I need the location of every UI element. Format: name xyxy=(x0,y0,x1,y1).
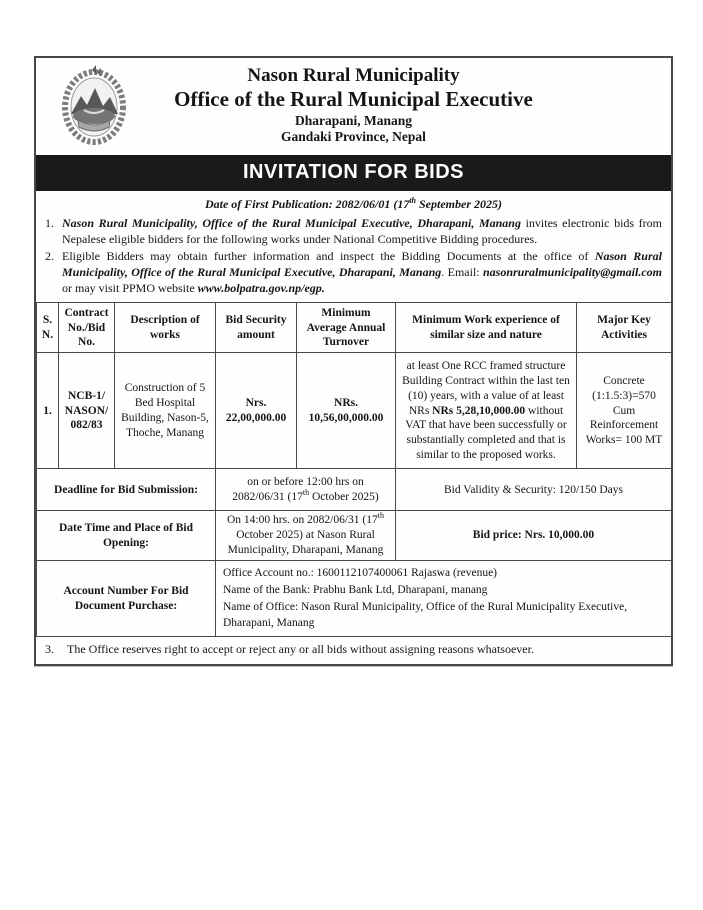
invitation-for-bids-banner: INVITATION FOR BIDS xyxy=(36,155,671,191)
item-2-website-url: www.bolpatra.gov.np/egp. xyxy=(197,281,325,296)
col-header-sn: S. N. xyxy=(37,303,59,353)
nepal-emblem-icon xyxy=(58,64,130,148)
submission-row xyxy=(37,469,672,511)
municipality-name: Nason Rural Municipality xyxy=(247,65,460,86)
item-1-number: 1. xyxy=(45,216,54,231)
address-province: Gandaki Province, Nepal xyxy=(281,129,426,145)
cell-sn: 1. xyxy=(37,353,59,469)
experience-rest: without VAT that have been successfully or substantially completed and that is similar to the proposed works. xyxy=(405,404,567,462)
publication-date-ordinal: th xyxy=(409,196,416,205)
table-header-row xyxy=(37,303,672,353)
submission-deadline xyxy=(216,469,396,511)
item-1-rest: invites electronic bids from Nepalese eligible bidders for the following works under National Competitive Bidding procedures. xyxy=(62,216,662,247)
item-2-website-lead: or may visit PPMO website xyxy=(62,281,198,296)
bank-name-line: Name of the Bank: Prabhu Bank Ltd, Dharapani, manang xyxy=(223,584,488,597)
item-1-text xyxy=(62,215,662,247)
publication-date xyxy=(45,196,662,212)
item-2-email-label: . Email: xyxy=(441,265,483,280)
office-name-line: Name of Office: Nason Rural Municipality, Office of the Rural Municipality Executive, Dharapani, Manang xyxy=(223,600,628,630)
col-header-description: Description of works xyxy=(115,303,216,353)
col-header-activities: Major Key Activities xyxy=(577,303,672,353)
intro-section xyxy=(36,191,671,302)
experience-amount: NRs 5,28,10,000.00 xyxy=(432,404,526,417)
item-3-text: The Office reserves right to accept or reject any or all bids without assigning reasons whatsoever. xyxy=(67,642,534,657)
cell-experience xyxy=(396,353,577,469)
submission-deadline-rest: October 2025) xyxy=(309,490,379,503)
item-1-org-name: Nason Rural Municipality, Office of the Rural Municipal Executive, Dharapani, Manang xyxy=(62,216,521,231)
bid-price: Bid price: Nrs. 10,000.00 xyxy=(396,511,672,561)
account-label: Account Number For Bid Document Purchase: xyxy=(37,561,216,637)
bids-table xyxy=(36,302,672,637)
publication-date-rest: September 2025) xyxy=(416,197,502,211)
opening-datetime-rest: October 2025) at Nason Rural Municipality, Dharapani, Manang xyxy=(227,529,384,557)
bid-validity: Bid Validity & Security: 120/150 Days xyxy=(396,469,672,511)
opening-datetime-text: On 14:00 hrs. on 2082/06/31 (17 xyxy=(226,514,378,527)
item-3-number: 3. xyxy=(45,642,54,657)
item-2-lead: Eligible Bidders may obtain further information and inspect the Bidding Documents at the office of xyxy=(62,249,595,264)
col-header-bid-security: Bid Security amount xyxy=(216,303,297,353)
experience-lead: at least One RCC framed structure Building Contract within the last ten (10) years, with a value of at least NRs xyxy=(402,359,570,417)
submission-deadline-text: on or before 12:00 hrs on 2082/06/31 (17 xyxy=(232,476,364,503)
account-number-line: Office Account no.: 1600112107400061 Rajaswa (revenue) xyxy=(223,567,498,580)
account-row xyxy=(37,561,672,637)
col-header-contract: Contract No./Bid No. xyxy=(59,303,115,353)
publication-date-text: Date of First Publication: 2082/06/01 (17 xyxy=(204,197,410,211)
submission-label: Deadline for Bid Submission: xyxy=(37,469,216,511)
col-header-turnover: Minimum Average Annual Turnover xyxy=(297,303,396,353)
account-details xyxy=(216,561,672,637)
cell-bid-security: Nrs. 22,00,000.00 xyxy=(216,353,297,469)
address-place: Dharapani, Manang xyxy=(294,113,413,129)
cell-contract-no: NCB-1/ NASON/ 082/83 xyxy=(59,353,115,469)
bid-item-1 xyxy=(45,215,662,247)
bid-item-2 xyxy=(45,248,662,296)
submission-deadline-ordinal: th xyxy=(302,488,310,498)
invitation-for-bids-document xyxy=(34,56,673,666)
opening-row xyxy=(37,511,672,561)
document-header xyxy=(36,58,671,153)
opening-datetime xyxy=(216,511,396,561)
cell-activities: Concrete (1:1.5:3)=570 Cum Reinforcement Works= 100 MT xyxy=(577,353,672,469)
item-2-org-name: Nason Rural Municipality, Office of the Rural Municipal Executive, Dharapani, Manang xyxy=(62,249,662,280)
item-2-email-address: nasonruralmunicipality@gmail.com xyxy=(482,265,662,280)
item-2-number: 2. xyxy=(45,249,54,264)
cell-description: Construction of 5 Bed Hospital Building, Nason-5, Thoche, Manang xyxy=(115,353,216,469)
cell-turnover: NRs. 10,56,00,000.00 xyxy=(297,353,396,469)
col-header-experience: Minimum Work experience of similar size and nature xyxy=(396,303,577,353)
office-name: Office of the Rural Municipal Executive xyxy=(174,87,533,112)
table-row xyxy=(37,353,672,469)
bid-item-3 xyxy=(36,637,671,664)
opening-datetime-ordinal: th xyxy=(377,511,384,521)
opening-label: Date Time and Place of Bid Opening: xyxy=(37,511,216,561)
item-2-text xyxy=(62,248,662,296)
